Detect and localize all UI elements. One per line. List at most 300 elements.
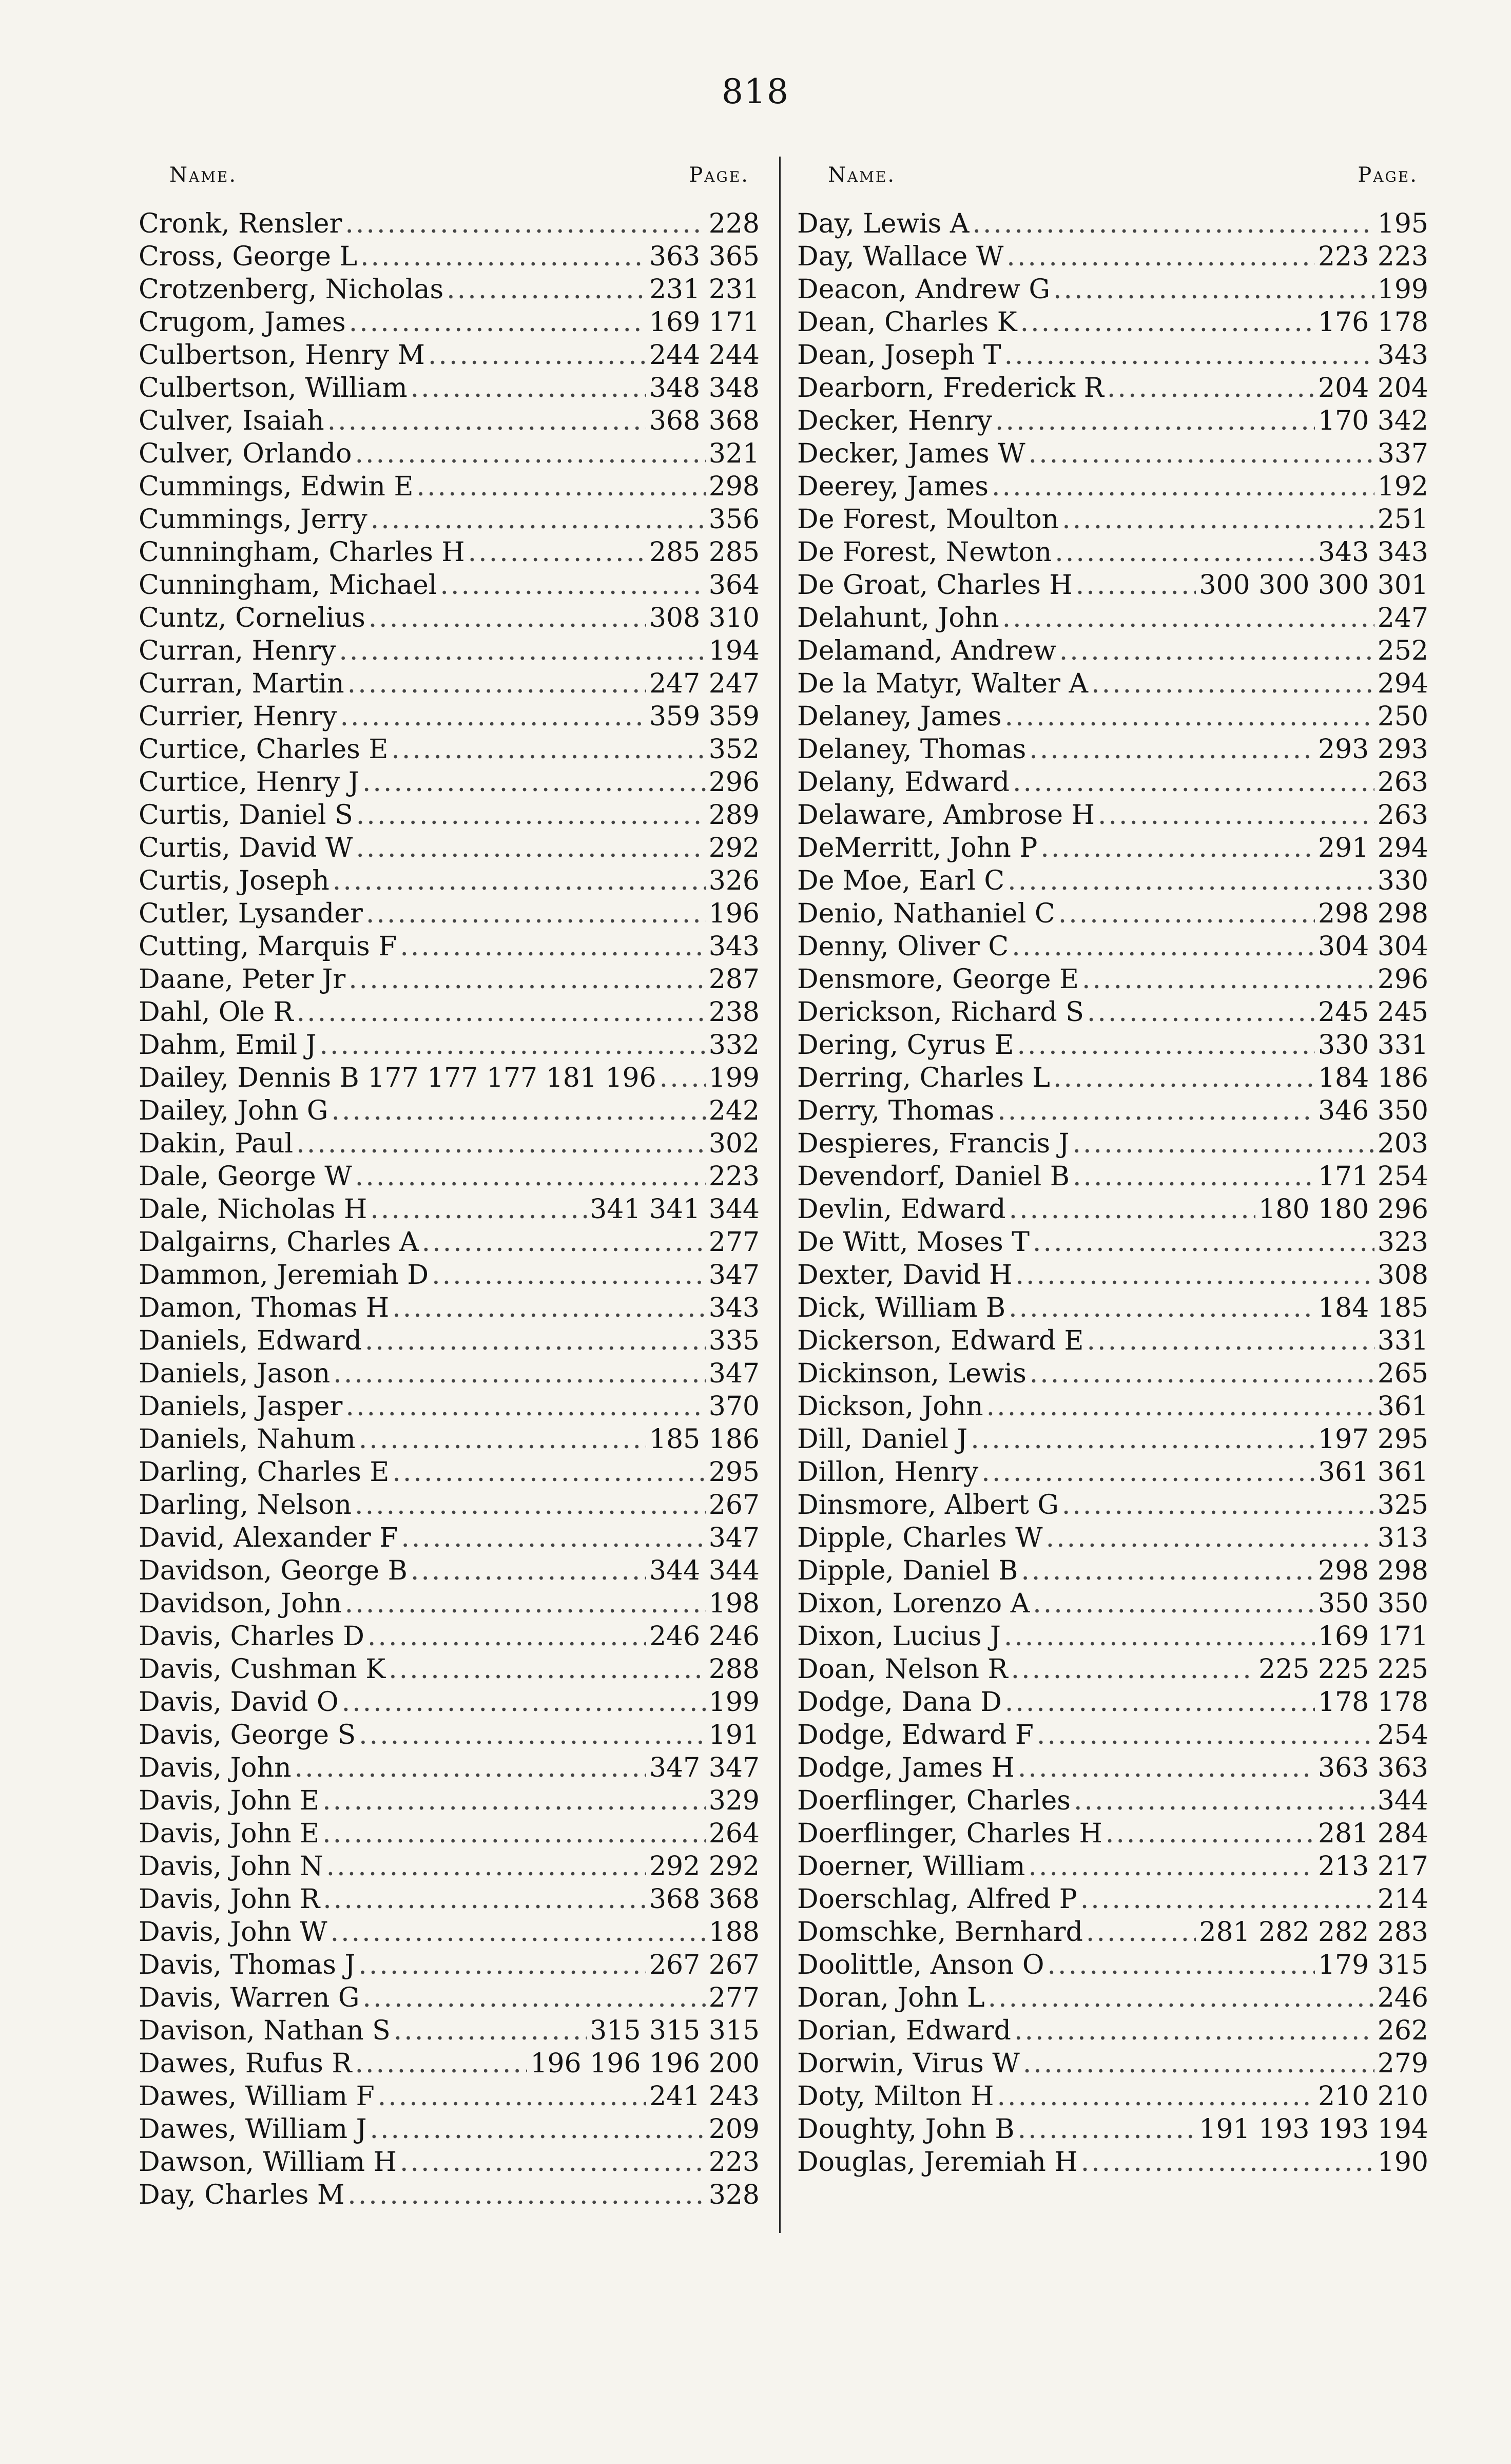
entry-pages: 304 304: [1318, 931, 1428, 962]
entry-name: Cuntz, Cornelius: [139, 603, 365, 633]
index-entry: [139, 339, 760, 372]
dot-leader: [1033, 1587, 1315, 1620]
entry-pages: 285 285: [649, 537, 760, 568]
entry-pages: 223: [708, 2147, 760, 2178]
index-entry: [139, 2014, 760, 2047]
entry-pages: 296: [1377, 964, 1428, 995]
index-entry: [139, 1719, 760, 1751]
entry-name: Davis, John: [139, 1753, 292, 1783]
entry-pages: 326: [708, 865, 760, 896]
index-entry: [139, 1390, 760, 1423]
dot-leader: [1082, 963, 1374, 996]
index-entry: [797, 1981, 1428, 2014]
entry-pages: 294: [1377, 668, 1428, 699]
entry-pages: 287: [708, 964, 760, 995]
entry-pages: 199: [1377, 274, 1428, 305]
entry-pages: 171 254: [1318, 1161, 1428, 1192]
index-entry: [797, 1554, 1428, 1587]
index-entry: [139, 1193, 760, 1226]
index-entry: [139, 963, 760, 996]
entry-name: Cummings, Edwin E: [139, 471, 414, 502]
entry-name: Davidson, John: [139, 1588, 342, 1619]
dot-leader: [333, 864, 706, 897]
entry-name: De la Matyr, Walter A: [797, 668, 1089, 699]
dot-leader: [359, 1719, 706, 1751]
index-entry: [139, 1784, 760, 1817]
index-entry: [139, 1554, 760, 1587]
entry-name: Doran, John L: [797, 1982, 985, 2013]
entry-name: Dahm, Emil J: [139, 1030, 317, 1061]
entry-name: Delaware, Ambrose H: [797, 800, 1095, 831]
entry-name: Cutler, Lysander: [139, 898, 363, 929]
dot-leader: [401, 1522, 705, 1554]
dot-leader: [355, 2047, 527, 2080]
entry-pages: 356: [708, 504, 760, 535]
entry-name: Daane, Peter Jr: [139, 964, 346, 995]
index-entry: [139, 1817, 760, 1850]
dot-leader: [997, 1094, 1315, 1127]
dot-leader: [1048, 1949, 1315, 1981]
entry-name: Dailey, Dennis B 177 177 177 181 196: [139, 1063, 656, 1093]
entry-name: Dailey, John G: [139, 1095, 328, 1126]
index-entry: [797, 996, 1428, 1029]
entry-name: Cunningham, Michael: [139, 570, 437, 601]
index-entry: [797, 207, 1428, 240]
entry-name: Decker, James W: [797, 438, 1025, 469]
entry-pages: 298 298: [1318, 898, 1428, 929]
entry-pages: 245 245: [1318, 997, 1428, 1028]
index-entry: [797, 503, 1428, 536]
entry-name: Doolittle, Anson O: [797, 1950, 1044, 1980]
entry-name: Curtis, Joseph: [139, 865, 330, 896]
entry-pages: 199: [708, 1063, 760, 1093]
dot-leader: [392, 1456, 705, 1489]
entry-pages: 184 186: [1318, 1063, 1428, 1093]
entry-pages: 169 171: [1318, 1621, 1428, 1652]
entry-name: Dearborn, Frederick R: [797, 373, 1104, 403]
index-entry: [797, 799, 1428, 832]
dot-leader: [1046, 1522, 1374, 1554]
entry-pages: 176 178: [1318, 307, 1428, 338]
entry-pages: 190: [1377, 2147, 1428, 2178]
entry-pages: 191: [708, 1720, 760, 1750]
entry-name: Davis, John E: [139, 1818, 320, 1849]
index-entry: [139, 1456, 760, 1489]
index-entry: [139, 897, 760, 930]
entry-pages: 331: [1377, 1325, 1428, 1356]
dot-leader: [400, 2146, 706, 2179]
entry-pages: 244 244: [649, 340, 760, 371]
entry-pages: 254: [1377, 1720, 1428, 1750]
index-entry: [797, 1456, 1428, 1489]
entry-pages: 295: [708, 1457, 760, 1488]
dot-leader: [1073, 1160, 1315, 1193]
dot-leader: [322, 1784, 706, 1817]
entry-pages: 330: [1377, 865, 1428, 896]
entry-pages: 308 310: [649, 603, 760, 633]
entry-pages: 246: [1377, 1982, 1428, 2013]
entry-name: Dawson, William H: [139, 2147, 397, 2178]
index-entry: [139, 2047, 760, 2080]
entry-name: Currier, Henry: [139, 701, 337, 732]
entry-pages: 348 348: [649, 373, 760, 403]
entry-pages: 194: [708, 636, 760, 666]
entry-name: Dixon, Lorenzo A: [797, 1588, 1030, 1619]
entry-pages: 196 196 196 200: [530, 2048, 760, 2079]
index-entry: [797, 2146, 1428, 2179]
entry-name: Curtis, Daniel S: [139, 800, 353, 831]
index-entry: [139, 1916, 760, 1949]
dot-leader: [997, 2080, 1315, 2113]
dot-leader: [1018, 1751, 1315, 1784]
entry-name: Dakin, Paul: [139, 1128, 294, 1159]
dot-leader: [355, 1489, 706, 1522]
dot-leader: [1053, 273, 1374, 306]
entry-pages: 223 223: [1318, 241, 1428, 272]
entry-name: Davis, John R: [139, 1884, 320, 1915]
index-entry: [139, 372, 760, 405]
entry-name: Deacon, Andrew G: [797, 274, 1050, 305]
entry-name: Darling, Nelson: [139, 1490, 352, 1520]
entry-name: Doerner, William: [797, 1851, 1025, 1882]
index-entry: [139, 470, 760, 503]
index-entry: [139, 1062, 760, 1094]
index-entry: [139, 1324, 760, 1357]
dot-leader: [422, 1226, 706, 1259]
index-entry: [139, 240, 760, 273]
index-entry: [139, 536, 760, 569]
dot-leader: [348, 963, 706, 996]
index-entry: [139, 1226, 760, 1259]
index-entry: [139, 569, 760, 602]
page-heading: Page.: [1358, 163, 1418, 187]
dot-leader: [389, 1653, 706, 1686]
index-entry: [797, 306, 1428, 339]
dot-leader: [1107, 372, 1315, 405]
right-column: [797, 163, 1428, 2179]
index-entry: [139, 1587, 760, 1620]
index-entry: [139, 207, 760, 240]
entry-name: De Forest, Moulton: [797, 504, 1059, 535]
index-entry: [139, 2179, 760, 2211]
entry-name: Davis, George S: [139, 1720, 356, 1750]
entry-name: Delaney, James: [797, 701, 1002, 732]
index-entry: [797, 1489, 1428, 1522]
index-entry: [139, 2146, 760, 2179]
entry-pages: 231 231: [649, 274, 760, 305]
index-entry: [139, 930, 760, 963]
dot-leader: [297, 996, 706, 1029]
dot-leader: [1029, 437, 1374, 470]
dot-leader: [367, 1620, 646, 1653]
entry-pages: 223: [708, 1161, 760, 1192]
index-entry: [139, 1620, 760, 1653]
entry-pages: 251: [1377, 504, 1428, 535]
entry-name: Dean, Charles K: [797, 307, 1017, 338]
right-entry-list: [797, 207, 1428, 2179]
index-entry: [797, 930, 1428, 963]
index-entry: [797, 2047, 1428, 2080]
dot-leader: [340, 700, 646, 733]
entry-pages: 347: [708, 1358, 760, 1389]
entry-pages: 347: [708, 1523, 760, 1553]
dot-leader: [1011, 1653, 1256, 1686]
index-entry: [139, 1423, 760, 1456]
entry-pages: 247 247: [649, 668, 760, 699]
dot-leader: [1072, 1127, 1374, 1160]
index-entry: [797, 569, 1428, 602]
entry-pages: 246 246: [649, 1621, 760, 1652]
entry-pages: 214: [1377, 1884, 1428, 1915]
dot-leader: [356, 832, 705, 864]
entry-name: De Groat, Charles H: [797, 570, 1073, 601]
dot-leader: [392, 1292, 706, 1324]
dot-leader: [1029, 733, 1315, 766]
entry-name: De Moe, Earl C: [797, 865, 1005, 896]
entry-name: Day, Wallace W: [797, 241, 1004, 272]
entry-pages: 196: [708, 898, 760, 929]
entry-pages: 267 267: [649, 1950, 760, 1980]
dot-leader: [345, 1587, 706, 1620]
entry-pages: 361: [1377, 1391, 1428, 1422]
name-heading: Name.: [828, 163, 896, 187]
entry-name: Cronk, Rensler: [139, 208, 342, 239]
index-entry: [139, 2113, 760, 2146]
index-entry: [797, 536, 1428, 569]
entry-pages: 184 185: [1318, 1293, 1428, 1323]
dot-leader: [1004, 1620, 1315, 1653]
dot-leader: [355, 1160, 706, 1193]
entry-pages: 247: [1377, 603, 1428, 633]
entry-pages: 363 363: [1318, 1753, 1428, 1783]
dot-leader: [971, 1423, 1315, 1456]
entry-pages: 199: [708, 1687, 760, 1718]
dot-leader: [432, 1259, 706, 1292]
dot-leader: [1037, 1719, 1374, 1751]
left-entry-list: [139, 207, 760, 2211]
entry-name: Curran, Martin: [139, 668, 344, 699]
index-entry: [797, 1226, 1428, 1259]
dot-leader: [322, 1817, 706, 1850]
entry-pages: 198: [708, 1588, 760, 1619]
dot-leader: [296, 1127, 706, 1160]
entry-pages: 335: [708, 1325, 760, 1356]
entry-name: Doan, Nelson R: [797, 1654, 1008, 1685]
entry-pages: 298 298: [1318, 1555, 1428, 1586]
entry-pages: 347: [708, 1260, 760, 1291]
index-entry: [139, 1292, 760, 1324]
dot-leader: [349, 306, 646, 339]
entry-pages: 344: [1377, 1785, 1428, 1816]
dot-leader: [1106, 1817, 1315, 1850]
index-entry: [139, 1949, 760, 1981]
entry-pages: 264: [708, 1818, 760, 1849]
entry-pages: 302: [708, 1128, 760, 1159]
entry-name: De Forest, Newton: [797, 537, 1052, 568]
entry-name: Densmore, George E: [797, 964, 1079, 995]
index-entry: [139, 996, 760, 1029]
entry-name: Dinsmore, Albert G: [797, 1490, 1059, 1520]
entry-pages: 361 361: [1318, 1457, 1428, 1488]
index-entry: [139, 1259, 760, 1292]
dot-leader: [327, 405, 646, 437]
dot-leader: [1006, 240, 1315, 273]
index-entry: [797, 1522, 1428, 1554]
entry-pages: 330 331: [1318, 1030, 1428, 1061]
dot-leader: [1012, 930, 1315, 963]
entry-name: Dickerson, Edward E: [797, 1325, 1084, 1356]
right-column-header: [797, 163, 1428, 195]
entry-pages: 343: [708, 1293, 760, 1323]
dot-leader: [1021, 1554, 1315, 1587]
entry-pages: 344 344: [649, 1555, 760, 1586]
index-entry: [797, 2080, 1428, 2113]
entry-name: Darling, Charles E: [139, 1457, 390, 1488]
index-entry: [139, 437, 760, 470]
dot-leader: [1005, 700, 1374, 733]
entry-name: Devendorf, Daniel B: [797, 1161, 1070, 1192]
index-entry: [797, 667, 1428, 700]
entry-name: Dodge, Edward F: [797, 1720, 1034, 1750]
entry-name: Dickson, John: [797, 1391, 983, 1422]
index-entry: [139, 832, 760, 864]
entry-pages: 209: [708, 2114, 760, 2145]
dot-leader: [468, 536, 646, 569]
entry-pages: 291 294: [1318, 833, 1428, 863]
index-entry: [139, 1751, 760, 1784]
dot-leader: [995, 405, 1315, 437]
entry-name: Daniels, Nahum: [139, 1424, 356, 1455]
index-entry: [797, 1784, 1428, 1817]
entry-name: Dick, William B: [797, 1293, 1006, 1323]
index-entry: [139, 2080, 760, 2113]
index-entry: [797, 1751, 1428, 1784]
entry-name: Crotzenberg, Nicholas: [139, 274, 444, 305]
index-entry: [139, 602, 760, 634]
page-number: 818: [722, 72, 789, 111]
entry-pages: 288: [708, 1654, 760, 1685]
index-entry: [139, 667, 760, 700]
entry-pages: 180 180 296: [1258, 1194, 1428, 1225]
entry-pages: 213 217: [1318, 1851, 1428, 1882]
entry-name: Daniels, Jasper: [139, 1391, 343, 1422]
dot-leader: [1098, 799, 1374, 832]
entry-pages: 368 368: [649, 1884, 760, 1915]
dot-leader: [323, 1883, 646, 1916]
entry-name: Dixon, Lucius J: [797, 1621, 1001, 1652]
entry-pages: 170 342: [1318, 406, 1428, 436]
entry-name: Dodge, Dana D: [797, 1687, 1002, 1718]
index-entry: [797, 1029, 1428, 1062]
entry-name: Doerschlag, Alfred P: [797, 1884, 1077, 1915]
dot-leader: [366, 897, 706, 930]
entry-pages: 191 193 193 194: [1199, 2114, 1428, 2145]
dot-leader: [1087, 1324, 1374, 1357]
entry-name: Dawes, William J: [139, 2114, 367, 2145]
entry-name: Culbertson, Henry M: [139, 340, 425, 371]
dot-leader: [1018, 2113, 1196, 2146]
index-entry: [797, 470, 1428, 503]
index-entry: [139, 1029, 760, 1062]
index-entry: [797, 1916, 1428, 1949]
entry-pages: 203: [1377, 1128, 1428, 1159]
entry-pages: 210 210: [1318, 2081, 1428, 2112]
dot-leader: [362, 1981, 705, 2014]
dot-leader: [339, 634, 705, 667]
entry-name: Davis, Thomas J: [139, 1950, 356, 1980]
entry-name: Curran, Henry: [139, 636, 336, 666]
entry-pages: 252: [1377, 636, 1428, 666]
entry-name: Dipple, Charles W: [797, 1523, 1043, 1553]
index-entry: [139, 1094, 760, 1127]
dot-leader: [1005, 1686, 1315, 1719]
dot-leader: [986, 1390, 1374, 1423]
index-entry: [139, 700, 760, 733]
entry-pages: 298: [708, 471, 760, 502]
entry-pages: 308: [1377, 1260, 1428, 1291]
entry-pages: 346 350: [1318, 1095, 1428, 1126]
entry-pages: 363 365: [649, 241, 760, 272]
entry-pages: 293 293: [1318, 734, 1428, 765]
entry-name: Dean, Joseph T: [797, 340, 1001, 371]
entry-name: Doerflinger, Charles H: [797, 1818, 1102, 1849]
entry-pages: 241 243: [649, 2081, 760, 2112]
index-entry: [797, 1324, 1428, 1357]
entry-name: Damon, Thomas H: [139, 1293, 390, 1323]
column-divider: [779, 157, 781, 2233]
entry-name: Cutting, Marquis F: [139, 931, 397, 962]
entry-name: Derickson, Richard S: [797, 997, 1084, 1028]
entry-name: Dering, Cyrus E: [797, 1030, 1014, 1061]
index-entry: [797, 1094, 1428, 1127]
dot-leader: [988, 1981, 1374, 2014]
index-entry: [797, 766, 1428, 799]
index-entry: [139, 1981, 760, 2014]
dot-leader: [347, 667, 646, 700]
index-entry: [139, 1357, 760, 1390]
index-entry: [139, 1850, 760, 1883]
index-entry: [139, 1686, 760, 1719]
index-entry: [797, 1193, 1428, 1226]
entry-pages: 315 315 315: [590, 2015, 760, 2046]
index-entry: [797, 1850, 1428, 1883]
entry-name: Delamand, Andrew: [797, 636, 1056, 666]
dot-leader: [1076, 569, 1196, 602]
entry-name: Curtice, Henry J: [139, 767, 359, 798]
entry-pages: 300 300 300 301: [1199, 570, 1428, 601]
dot-leader: [378, 2080, 646, 2113]
dot-leader: [1020, 306, 1315, 339]
entry-name: Davidson, George B: [139, 1555, 408, 1586]
entry-name: Deerey, James: [797, 471, 989, 502]
dot-leader: [1009, 1193, 1256, 1226]
dot-leader: [355, 437, 705, 470]
dot-leader: [1058, 897, 1315, 930]
entry-pages: 281 282 282 283: [1199, 1917, 1428, 1948]
index-entry: [139, 503, 760, 536]
dot-leader: [370, 2113, 705, 2146]
index-entry: [797, 733, 1428, 766]
dot-leader: [331, 1916, 706, 1949]
dot-leader: [416, 470, 705, 503]
dot-leader: [331, 1094, 705, 1127]
index-entry: [139, 766, 760, 799]
entry-name: Cunningham, Charles H: [139, 537, 465, 568]
entry-name: Davis, John N: [139, 1851, 323, 1882]
index-entry: [139, 733, 760, 766]
entry-pages: 343 343: [1318, 537, 1428, 568]
entry-pages: 195: [1377, 208, 1428, 239]
